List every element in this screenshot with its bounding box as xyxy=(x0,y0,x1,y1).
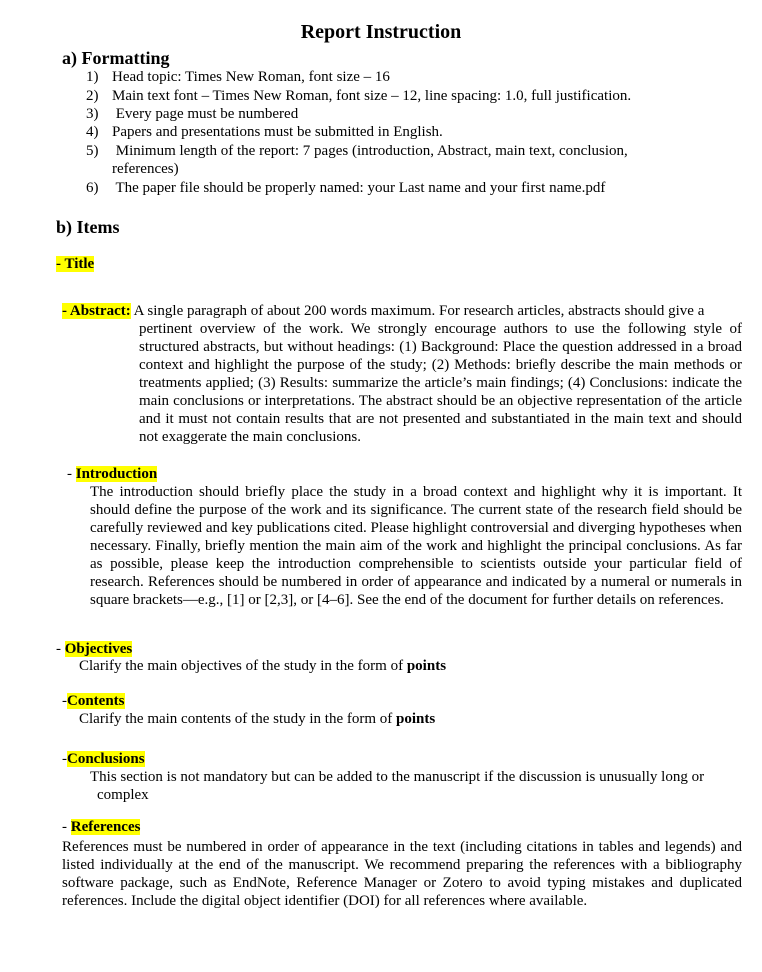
list-number: 4) xyxy=(86,124,99,140)
list-item xyxy=(86,123,686,141)
list-text: Papers and presentations must be submitted in English. xyxy=(112,124,443,140)
list-number: 1) xyxy=(86,69,99,85)
section-objectives xyxy=(56,640,132,658)
section-conclusions xyxy=(62,750,145,768)
contents-body xyxy=(79,710,435,728)
conclusions-line-1: This section is not mandatory but can be added to the manuscript if the discussion is unusually long or xyxy=(90,769,705,785)
list-text: references) xyxy=(112,161,179,177)
abstract-first-line xyxy=(62,302,742,320)
contents-label: Contents xyxy=(67,693,125,709)
list-number: 5) xyxy=(86,143,99,159)
objectives-bold: points xyxy=(406,658,447,674)
introduction-label: Introduction xyxy=(75,466,158,482)
abstract-first-text: A single paragraph of about 200 words maximum. For research articles, abstracts should give a xyxy=(133,303,705,319)
list-item-continuation xyxy=(86,160,686,178)
conclusions-label: Conclusions xyxy=(67,751,145,767)
section-contents xyxy=(62,692,125,710)
page-title: Report Instruction xyxy=(300,21,462,43)
list-text: Head topic: Times New Roman, font size – 16 xyxy=(112,69,390,85)
objectives-label: Objectives xyxy=(64,641,133,657)
title-label: - Title xyxy=(56,256,95,272)
section-references xyxy=(62,818,140,836)
formatting-heading: a) Formatting xyxy=(62,48,170,68)
objectives-body xyxy=(79,657,446,675)
list-item xyxy=(86,142,686,160)
references-body: References must be numbered in order of appearance in the text (including citations in tables and legends) and listed individually at the end of the manuscript. We recommend preparing the references with a bibliography software package, such as EndNote, Reference Manager or Zotero to avoid typing mistakes and duplicated references. Include the digital object identifier (DOI) for all references where available. xyxy=(62,839,742,909)
list-text: Every page must be numbered xyxy=(112,106,299,122)
contents-bold: points xyxy=(396,711,436,727)
abstract-body: pertinent overview of the work. We strongly encourage authors to use the following style of structured abstracts, but without headings: (1) Background: Place the question addressed in a broad context and highlight the purpose of the study; (2) Methods: briefly describe the main methods or treatments applied; (3) Results: summarize the article’s main findings; (4) Conclusions: indicate the main conclusions or interpretations. The abstract should be an objective representation of the article and it must not contain results that are not presented and substantiated in the main text and should not exaggerate the main conclusions. xyxy=(139,321,742,445)
list-item xyxy=(86,179,686,197)
conclusions-line-2: complex xyxy=(97,787,149,803)
list-text: The paper file should be properly named: your Last name and your first name.pdf xyxy=(112,180,606,196)
conclusions-dash: - xyxy=(62,751,67,767)
introduction-body: The introduction should briefly place the study in a broad context and highlight why it is important. It should define the purpose of the work and its significance. The current state of the research field should be carefully reviewed and key publications cited. Please highlight controversial and diverging hypotheses when necessary. Finally, briefly mention the main aim of the work and highlight the principal conclusions. As far as possible, please keep the introduction comprehensible to scientists outside your particular field of research. References should be numbered in order of appearance and indicated by a numeral or numerals in square brackets—e.g., [1] or [2,3], or [4–6]. See the end of the document for further details on references. xyxy=(90,484,742,608)
section-title xyxy=(56,255,94,273)
items-heading: b) Items xyxy=(56,217,120,237)
references-dash: - xyxy=(62,819,71,835)
section-introduction xyxy=(67,465,157,483)
abstract-label: - Abstract: xyxy=(62,303,131,319)
contents-text: Clarify the main contents of the study in the form of xyxy=(79,711,397,727)
list-number: 2) xyxy=(86,88,99,104)
list-text: Main text font – Times New Roman, font size – 12, line spacing: 1.0, full justification. xyxy=(112,88,632,104)
objectives-dash: - xyxy=(56,641,65,657)
objectives-text: Clarify the main objectives of the study in the form of xyxy=(79,658,407,674)
references-label: References xyxy=(70,819,141,835)
intro-dash: - xyxy=(67,466,76,482)
list-number: 6) xyxy=(86,180,99,196)
contents-dash: - xyxy=(62,693,67,709)
list-number: 3) xyxy=(86,106,99,122)
list-item xyxy=(86,105,686,123)
list-text: Minimum length of the report: 7 pages (introduction, Abstract, main text, conclusion, xyxy=(112,143,628,159)
list-item xyxy=(86,68,686,86)
list-item xyxy=(86,87,686,105)
